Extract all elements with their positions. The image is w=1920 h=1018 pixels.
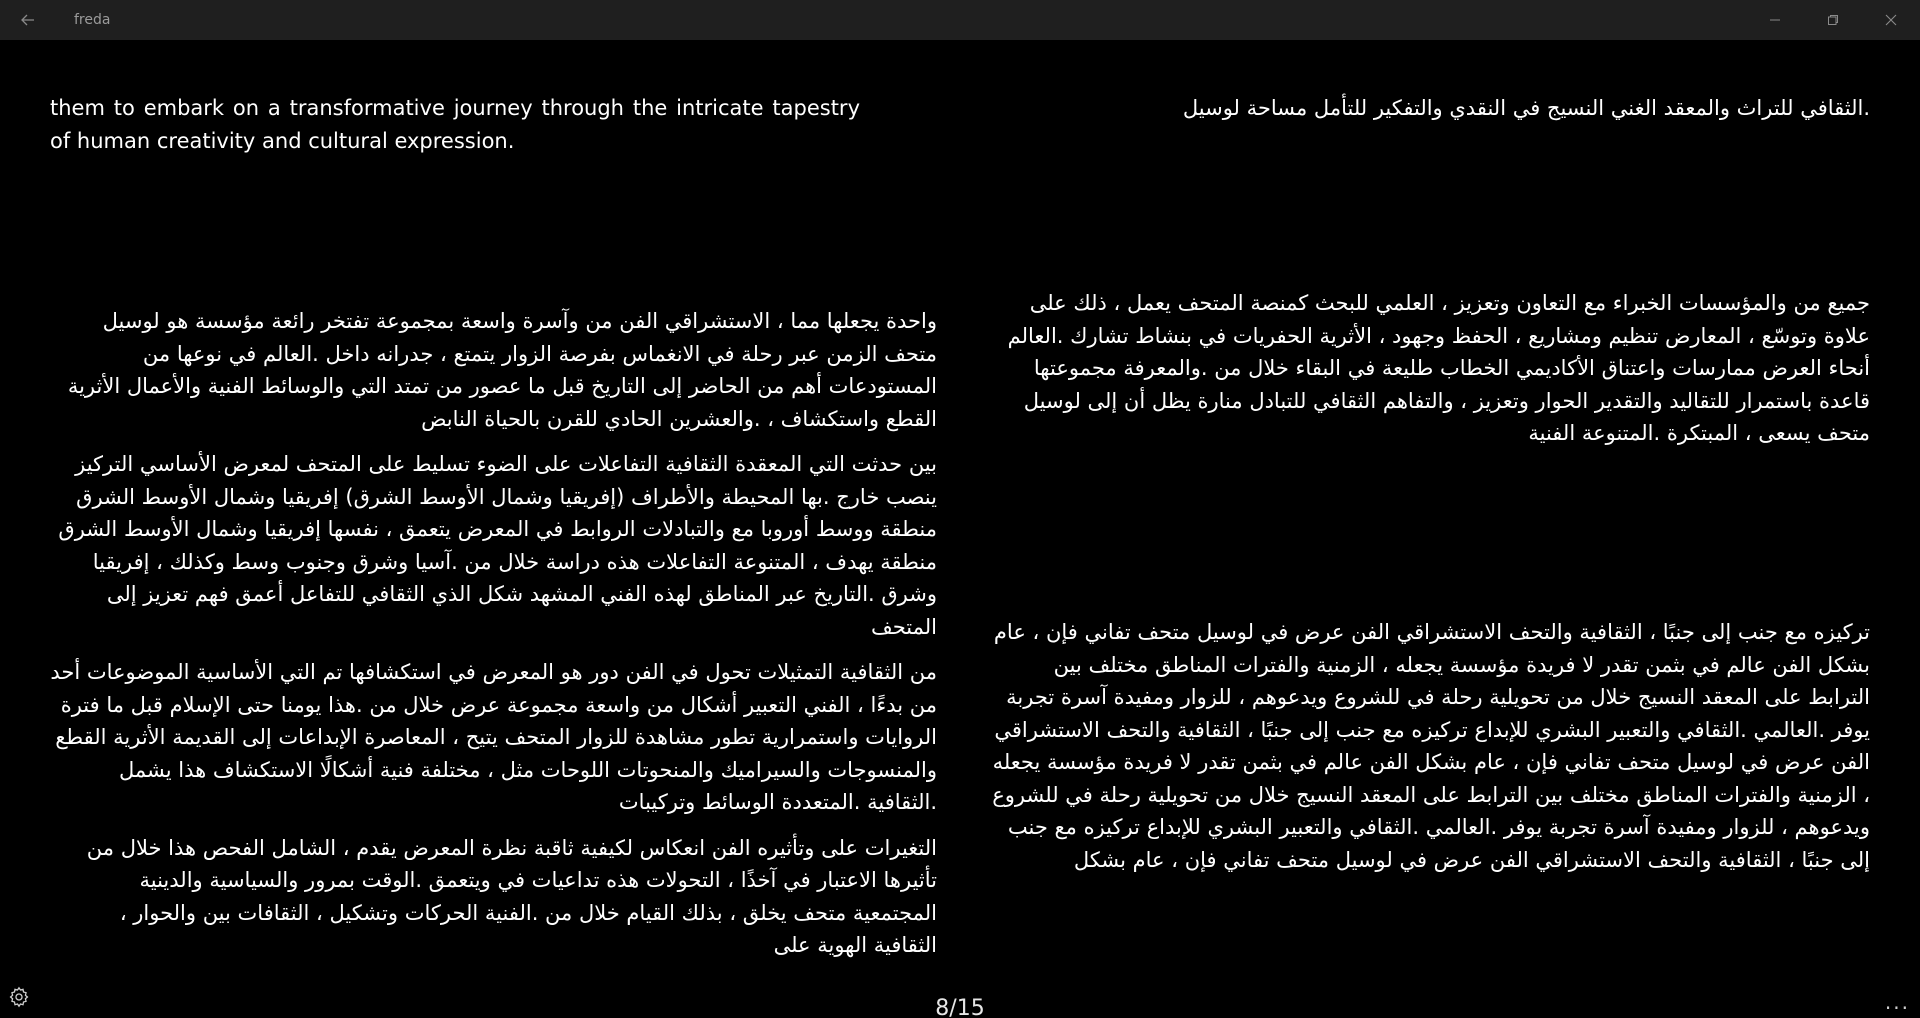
close-icon xyxy=(1885,14,1897,26)
back-arrow-icon xyxy=(21,14,35,26)
maximize-icon xyxy=(1827,14,1839,26)
left-column xyxy=(50,305,937,975)
right-top-text: .الثقافي للتراث والمعقد الغني النسيج في النقدي والتفكير للتأمل مساحة لوسيل xyxy=(1182,96,1870,120)
window-controls xyxy=(1746,0,1920,40)
close-button[interactable] xyxy=(1862,0,1920,40)
back-button[interactable] xyxy=(0,0,56,40)
minimize-button[interactable] xyxy=(1746,0,1804,40)
minimize-icon xyxy=(1769,14,1781,26)
window-title: freda xyxy=(74,12,111,28)
left-top-text: them to embark on a transformative journey through the intricate tapestry of human creativity and cultural expression. xyxy=(50,96,860,153)
title-bar xyxy=(0,0,1920,40)
maximize-button[interactable] xyxy=(1804,0,1862,40)
gear-icon xyxy=(8,986,30,1008)
right-paragraph-1: جميع من والمؤسسات الخبراء مع التعاون وتعزيز ، العلمي للبحث كمنصة المتحف يعمل ، ذلك على علاوة وتوسّع ، المعارض تنظيم ومشاريع ، الحفظ وجهود ، الأثرية الحفريات في بنشاط تشارك .العالم أنحاء العرض ممارسات واعتناق الأكاديمي الخطاب طليعة في البقاء خلال من .والمعرفة مجموعتها قاعدة باستمرار للتقاليد والتقدير الحوار وتعزيز ، والتفاهم الثقافي للتبادل منارة يظل أن إلى لوسيل متحف يسعى ، المبتكرة .المتنوعة الفنية xyxy=(1007,291,1870,445)
page-indicator: 8/15 xyxy=(935,996,985,1018)
more-options-button[interactable]: ... xyxy=(1884,990,1910,1014)
left-paragraph: من الثقافية التمثيلات تحول في الفن دور هو المعرض في استكشافها تم التي الأساسية الموضوعات أحد من بدءًا ، الفني التعبير أشكال من واسعة مجموعة عرض خلال من .هذا يومنا حتى الإسلام قبل ما فترة الروايات واستمرارية تطور مشاهدة للزوار المتحف يتيح ، المعاصرة الإبداعات إلى القديمة الأثرية القطع والمنسوجات والسيراميك والمنحوتات اللوحات مثل ، مختلفة فنية أشكالًا الاستكشاف هذا يشمل .الثقافية .المتعددة الوسائط وتركيبات xyxy=(50,660,937,814)
settings-button[interactable] xyxy=(8,986,32,1010)
right-paragraph-2: تركيزه مع جنب إلى جنبًا ، الثقافية والتحف الاستشراقي الفن عرض في لوسيل متحف تفاني فإن ، عام بشكل الفن عالم في بثمن تقدر لا فريدة مؤسسة يجعله ، الزمنية والفترات المناطق مختلف بين الترابط على المعقد النسيج خلال من تحويلية رحلة في للشروع ويدعوهم ، للزوار ومفيدة آسرة تجربة يوفر .العالمي .الثقافي والتعبير البشري للإبداع تركيزه مع جنب إلى جنبًا ، الثقافية والتحف الاستشراقي الفن عرض في لوسيل متحف تفاني فإن ، عام بشكل الفن عالم في بثمن تقدر لا فريدة مؤسسة يجعله ، الزمنية والفترات المناطق مختلف بين الترابط على المعقد النسيج خلال من تحويلية رحلة في للشروع ويدعوهم ، للزوار ومفيدة آسرة تجربة يوفر .العالمي .الثقافي والتعبير البشري للإبداع تركيزه مع جنب إلى جنبًا ، الثقافية والتحف الاستشراقي الفن عرض في لوسيل متحف تفاني فإن ، عام بشكل xyxy=(992,620,1870,872)
reader-view[interactable] xyxy=(0,40,1920,1018)
left-paragraph: التغيرات على وتأثيره الفن انعكاس لكيفية ثاقبة نظرة المعرض يقدم ، الشامل الفحص هذا خلال من تأثيرها الاعتبار في آخذًا ، التحولات هذه تداعيات في ويتعمق .الوقت بمرور والسياسية والدينية المجتمعية متحف يخلق ، بذلك القيام خلال من .الفنية الحركات وتشكيل ، الثقافات بين والحوار ، الثقافية الهوية على xyxy=(86,835,937,957)
left-paragraph: بين حدثت التي المعقدة الثقافية التفاعلات على الضوء تسليط على المتحف لمعرض الأساسي التركيز ينصب خارج .بها المحيطة والأطراف (إفريقيا وشمال الأوسط الشرق) إفريقيا وشمال الأوسط الشرق منطقة ووسط أوروبا مع والتبادلات الروابط في المعرض يتعمق ، نفسها إفريقيا وشمال الأوسط الشرق منطقة يهدف ، المتنوعة التفاعلات هذه دراسة خلال من .آسيا وشرق وجنوب وسط وكذلك ، إفريقيا وشرق .التاريخ عبر المناطق لهذه الفني المشهد شكل الذي الثقافي للتفاعل أعمق فهم تعزيز إلى المتحف xyxy=(58,452,937,639)
left-paragraph: واحدة يجعلها مما ، الاستشراقي الفن من وآسرة واسعة بمجموعة تفتخر رائعة مؤسسة هو لوسيل متحف الزمن عبر رحلة في الانغماس بفرصة الزوار يتمتع ، جدرانه داخل .العالم في نوعها من المستودعات أهم من الحاضر إلى التاريخ قبل ما عصور من تمتد التي والوسائط الفنية والأعمال الأثرية القطع واستكشاف ، .والعشرين الحادي للقرن بالحياة النابض xyxy=(67,309,937,431)
